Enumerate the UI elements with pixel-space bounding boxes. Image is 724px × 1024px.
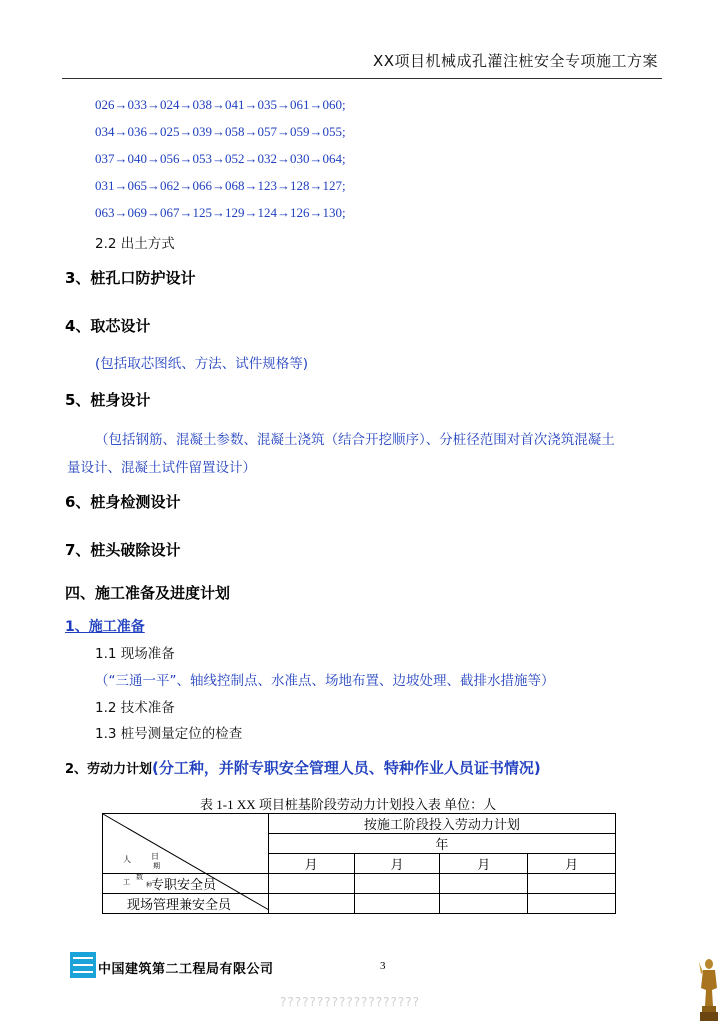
pile-sequence-line-3: 037→040→056→053→052→032→030→064; <box>95 151 346 166</box>
table-row-label <box>103 874 269 894</box>
prep-heading: 1、施工准备 <box>65 619 145 635</box>
section-4-heading: 4、取芯设计 <box>65 317 151 335</box>
section-5-note-line-2: 量设计、混凝土试件留置设计） <box>67 460 256 476</box>
prep-1-1: 1.1 现场准备 <box>95 646 175 662</box>
section-5-heading: 5、桩身设计 <box>65 391 151 409</box>
company-logo-icon <box>70 952 96 978</box>
header-rule <box>62 78 662 79</box>
row-label-site-manager: 现场管理兼安全员 <box>103 894 269 914</box>
section-5-note-line-1: （包括钢筋、混凝土参数、混凝土浇筑（结合开挖顺序）、分桩径范围对首次浇筑混凝土 <box>95 432 615 448</box>
page-number: 3 <box>380 960 386 972</box>
footer-watermark: ??????????????????? <box>280 995 421 1009</box>
section-3-heading: 3、桩孔口防护设计 <box>65 269 196 287</box>
corner-label-bottom-left: 工 <box>123 878 130 886</box>
table-corner-cell <box>103 814 269 874</box>
table-cell <box>354 874 440 894</box>
corner-label-top-right: 日 <box>151 852 159 861</box>
table-month-2: 月 <box>354 854 440 874</box>
table-cell <box>268 874 354 894</box>
table-month-4: 月 <box>528 854 616 874</box>
pile-sequence-line-4: 031→065→062→066→068→123→128→127; <box>95 178 346 193</box>
footer-company-name: 中国建筑第二工程局有限公司 <box>98 962 274 977</box>
prep-1-1-note: （“三通一平”、轴线控制点、水准点、场地布置、边坡处理、截排水措施等） <box>95 673 555 689</box>
table-month-1: 月 <box>268 854 354 874</box>
row-label-safety-officer: 专职安全员 <box>151 878 217 893</box>
pile-sequence-line-1: 026→033→024→038→041→035→061→060; <box>95 97 346 112</box>
labor-plan-line <box>65 757 541 778</box>
section-4-note: (包括取芯图纸、方法、试件规格等) <box>95 356 309 372</box>
table-year-header: 年 <box>268 834 615 854</box>
labor-plan-heading: 2、劳动力计划 <box>65 762 153 777</box>
corner-label-left: 人 <box>123 855 131 864</box>
table-cell <box>528 894 616 914</box>
labor-plan-note: (分工种，并附专职安全管理人员、特种作业人员证书情况) <box>152 759 541 777</box>
chapter-iv-heading: 四、施工准备及进度计划 <box>65 584 231 602</box>
table-cell <box>354 894 440 914</box>
table-cell <box>440 874 528 894</box>
pile-sequence-line-5: 063→069→067→125→129→124→126→130; <box>95 205 346 220</box>
document-header-title: XX项目机械成孔灌注桩安全专项施工方案 <box>372 52 658 70</box>
table-cell <box>528 874 616 894</box>
table-month-3: 月 <box>440 854 528 874</box>
section-6-heading: 6、桩身检测设计 <box>65 493 181 511</box>
table-group-header: 按施工阶段投入劳动力计划 <box>268 814 615 834</box>
corner-label-top-right-2: 期 <box>153 862 160 870</box>
section-7-heading: 7、桩头破除设计 <box>65 541 181 559</box>
pile-sequence-line-2: 034→036→025→039→058→057→059→055; <box>95 124 346 139</box>
corner-label-bottom-left-3: 种 <box>146 882 153 889</box>
prep-1-2: 1.2 技术准备 <box>95 700 175 716</box>
corner-label-bottom-left-2: 数 <box>136 873 143 881</box>
table-cell <box>440 894 528 914</box>
prep-1-3: 1.3 桩号测量定位的检查 <box>95 726 243 742</box>
table-caption: 表 1-1 XX 项目桩基阶段劳动力计划投入表 单位：人 <box>200 797 497 812</box>
table-cell <box>268 894 354 914</box>
labor-plan-table <box>102 813 616 914</box>
subsection-2-2: 2.2 出土方式 <box>95 236 175 252</box>
trophy-figure-icon <box>697 956 721 1022</box>
